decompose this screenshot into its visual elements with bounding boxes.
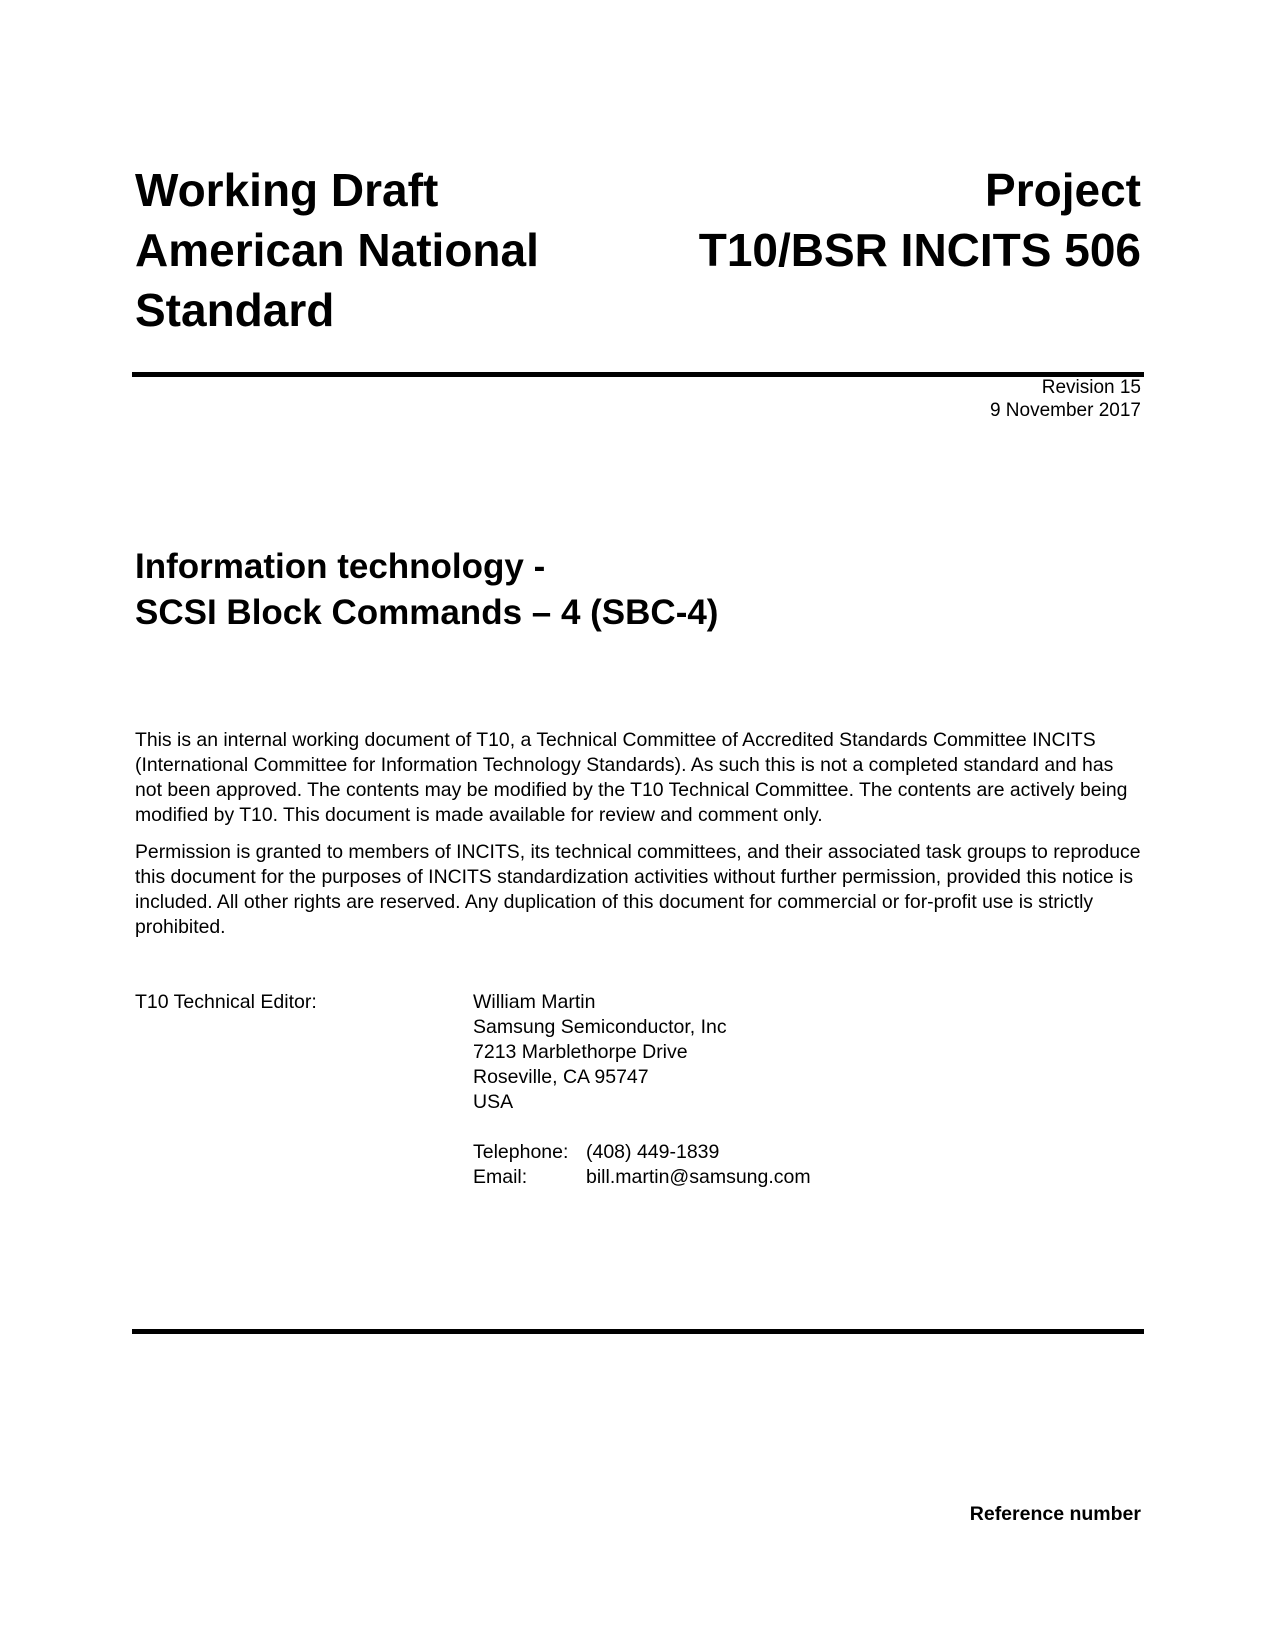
document-title	[135, 544, 718, 636]
document-title-line-1: Information technology -	[135, 547, 546, 586]
email-row	[473, 1165, 811, 1190]
editor-company: Samsung Semiconductor, Inc	[473, 1016, 727, 1038]
editor-contact	[473, 1140, 811, 1190]
reference-number-label: Reference number	[969, 1503, 1141, 1525]
bottom-divider	[132, 1329, 1144, 1334]
project-line-1: Project	[985, 164, 1141, 216]
document-type-heading	[135, 160, 539, 340]
editor-country: USA	[473, 1091, 514, 1113]
editor-label: T10 Technical Editor:	[135, 991, 317, 1013]
revision-number: Revision 15	[1041, 377, 1141, 398]
editor-name: William Martin	[473, 991, 596, 1013]
document-type-line-2: American National	[135, 224, 539, 276]
editor-city: Roseville, CA 95747	[473, 1066, 649, 1088]
notice-paragraph-1: This is an internal working document of T10, a Technical Committee of Accredited Standards Committee INCITS (International Committee for Information Technology Standards). As such this is not a completed standard and has not been approved. The contents may be modified by the T10 Technical Committee. The contents are actively being modified by T10. This document is made available for review and comment only.	[135, 729, 1128, 826]
document-type-line-1: Working Draft	[135, 164, 439, 216]
telephone-row	[473, 1140, 811, 1165]
notice-paragraph-2: Permission is granted to members of INCITS, its technical committees, and their associated task groups to reproduce this document for the purposes of INCITS standardization activities without further permission, provided this notice is included. All other rights are reserved. Any duplication of this document for commercial or for-profit use is strictly prohibited.	[135, 841, 1141, 938]
document-title-line-2: SCSI Block Commands – 4 (SBC-4)	[135, 593, 719, 632]
editor-street: 7213 Marblethorpe Drive	[473, 1041, 688, 1063]
revision-info	[990, 376, 1141, 422]
telephone-value: (408) 449-1839	[586, 1141, 720, 1163]
telephone-label: Telephone:	[473, 1141, 569, 1163]
email-label: Email:	[473, 1166, 528, 1188]
project-heading	[699, 160, 1141, 280]
revision-date: 9 November 2017	[989, 400, 1141, 421]
email-value: bill.martin@samsung.com	[586, 1166, 811, 1188]
editor-address	[473, 990, 727, 1115]
project-line-2: T10/BSR INCITS 506	[698, 224, 1141, 276]
document-type-line-3: Standard	[135, 284, 335, 336]
